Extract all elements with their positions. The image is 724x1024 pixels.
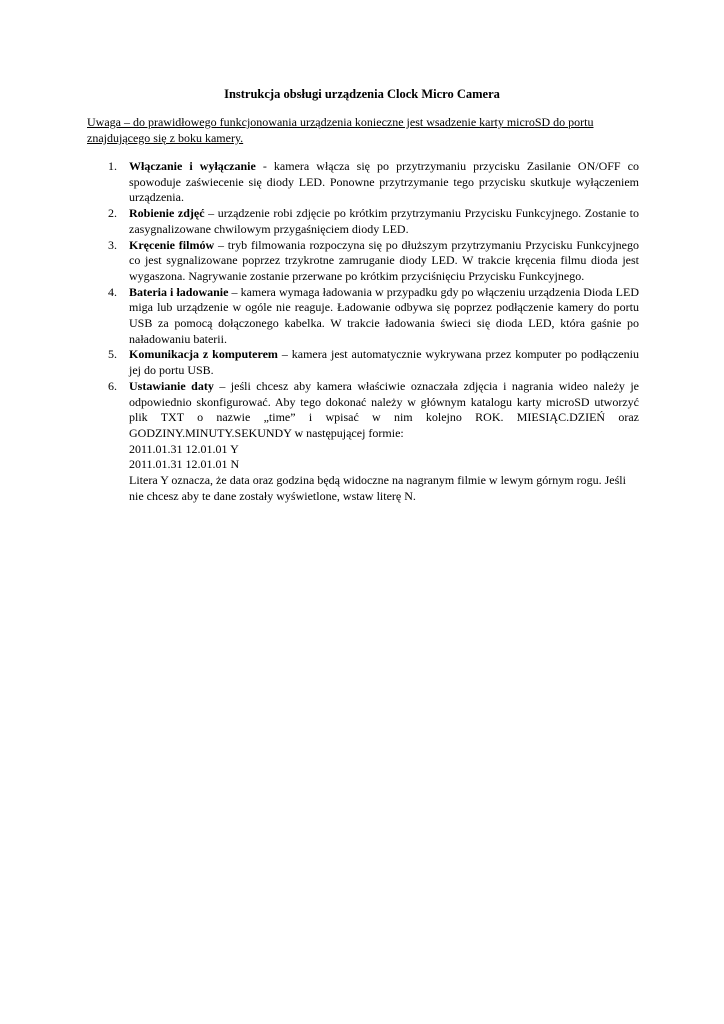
instruction-list <box>87 159 639 504</box>
list-item-heading: Komunikacja z komputerem <box>129 347 278 362</box>
list-item-heading: Włączanie i wyłączanie <box>129 159 256 173</box>
list-item <box>87 347 639 378</box>
date-explanation: Litera Y oznacza, że data oraz godzina będą widoczne na nagranym filmie w lewym górnym rogu. Jeśli nie chcesz aby te dane zostały wyświetlone, wstaw literę N. <box>129 473 626 503</box>
list-item-heading: Kręcenie filmów <box>129 237 215 252</box>
list-item-text: – urządzenie robi zdjęcie po krótkim przytrzymaniu Przycisku Funkcyjnego. Zostanie to zasygnalizowane chwilowym przygaśnięciem diody LED. <box>129 206 639 236</box>
list-item-text: – tryb filmowania rozpoczyna się po dłuższym przytrzymaniu Przycisku Funkcyjnego co jest sygnalizowane poprzez trzykrotne zamruganie diody LED. W trakcie kręcenia filmu dioda jest wygaszona. Nagrywanie zostanie przerwane po krótkim przyciśnięciu Przycisku Funkcyjnego. <box>129 237 639 283</box>
date-example-line: 2011.01.31 12.01.01 Y <box>129 441 239 456</box>
date-example-line: 2011.01.31 12.01.01 N <box>129 457 240 472</box>
list-item <box>87 379 639 505</box>
document-title: Instrukcja obsługi urządzenia Clock Micro Camera <box>224 87 500 101</box>
list-item-number: 6. <box>108 378 117 393</box>
list-item-text: – kamera jest automatycznie wykrywana przez komputer po podłączeniu jej do portu USB. <box>129 347 640 378</box>
list-item-number: 3. <box>108 237 117 252</box>
list-item-heading: Bateria i ładowanie <box>129 284 229 299</box>
list-item-heading: Robienie zdjęć <box>129 206 205 221</box>
list-item <box>87 238 639 285</box>
list-item-number: 4. <box>108 284 117 299</box>
list-item-heading: Ustawianie daty <box>129 378 214 393</box>
list-item-text: - kamera włącza się po przytrzymaniu przycisku Zasilanie ON/OFF co spowoduje zaświecenie się diody LED. Ponowne przytrzymanie tego przycisku skutkuje wyłączeniem urządzenia. <box>129 159 639 205</box>
list-item-text: – jeśli chcesz aby kamera właściwie oznaczała zdjęcia i nagrania wideo należy je odpowiednio skonfigurować. Aby tego dokonać należy w głównym katalogu karty microSD utworzyć plik TXT o nazwie „time” i wpisać w nim kolejno ROK. MIESIĄC.DZIEŃ oraz GODZINY.MINUTY.SEKUNDY w następującej formie: <box>129 378 639 440</box>
list-item-number: 5. <box>108 347 117 362</box>
list-item-text: – kamera wymaga ładowania w przypadku gdy po włączeniu urządzenia Dioda LED miga lub urządzenie w ogóle nie reaguje. Ładowanie odbywa się poprzez podłączenie kamery do portu USB za pomocą dołączonego kabelka. W trakcie ładowania świeci się dioda LED, która gaśnie po naładowaniu baterii. <box>129 284 640 346</box>
list-item <box>87 285 639 348</box>
list-item <box>87 159 639 206</box>
list-item-number: 2. <box>108 206 117 221</box>
list-item <box>87 206 639 237</box>
microsd-notice: Uwaga – do prawidłowego funkcjonowania urządzenia konieczne jest wsadzenie karty microSD do portu znajdującego się z boku kamery. <box>87 115 594 145</box>
list-item-number: 1. <box>108 159 117 173</box>
